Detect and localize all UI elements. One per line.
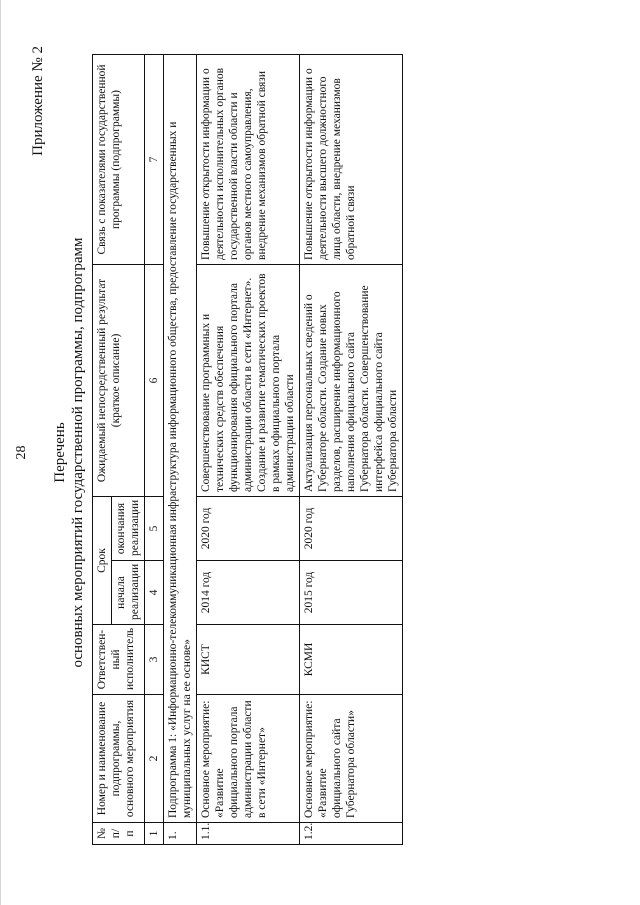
header-row bbox=[93, 54, 112, 844]
row-num: 1.1. bbox=[197, 823, 300, 845]
row-start: 2015 год bbox=[300, 561, 403, 625]
header-start: начала реализации bbox=[112, 561, 145, 625]
row-name: Основное мероприятие: «Развитие официального портала администрации области в сети «Интернет» bbox=[197, 695, 300, 823]
header-name: Номер и наименование подпрограммы, основного мероприятия bbox=[93, 695, 145, 823]
row-result: Совершенствование программных и технических средств обеспечения функционирования официального портала администрации области в сети «Интернет». Создание и развитие тематических проектов в рамках официального портала администрации области bbox=[197, 264, 300, 496]
row-result: Актуализация персональных сведений о Губернаторе области. Создание новых разделов, расширение информационного наполнения официального сайта Губернатора области. Совершенствование интерфейса официального сайта Губернатора области bbox=[300, 264, 403, 496]
table-row bbox=[197, 54, 300, 844]
row-end: 2020 год bbox=[197, 496, 300, 560]
header-num: № п/п bbox=[93, 823, 145, 845]
subprogram-num: 1. bbox=[164, 823, 197, 845]
table-row bbox=[300, 54, 403, 844]
header-link: Связь с показателями государственной программы (подпрограммы) bbox=[93, 54, 145, 264]
row-end: 2020 год bbox=[300, 496, 403, 560]
row-link: Повышение открытости информации о деятельности высшего должностного лица области, внедрение механизмов обратной связи bbox=[300, 54, 403, 264]
col-number: 7 bbox=[145, 54, 164, 264]
col-number: 3 bbox=[145, 625, 164, 695]
appendix-label: Приложение № 2 bbox=[30, 46, 46, 156]
header-term: Срок bbox=[93, 496, 112, 624]
column-numbers-row bbox=[145, 54, 164, 844]
col-number: 1 bbox=[145, 823, 164, 845]
col-number: 2 bbox=[145, 695, 164, 823]
page-number: 28 bbox=[14, 445, 29, 460]
subprogram-title: Подпрограмма 1: «Информационно-телекоммуникационная инфраструктура информационного общества, предоставление государственных и муниципальных услуг на ее основе» bbox=[164, 54, 197, 822]
header-end: окончания реализации bbox=[112, 496, 145, 560]
row-start: 2014 год bbox=[197, 561, 300, 625]
row-executor: КСМИ bbox=[300, 625, 403, 695]
header-result: Ожидаемый непосредственный результат (краткое описание) bbox=[93, 264, 145, 496]
row-num: 1.2. bbox=[300, 823, 403, 845]
col-number: 4 bbox=[145, 561, 164, 625]
col-number: 6 bbox=[145, 264, 164, 496]
subprogram-row bbox=[164, 54, 197, 844]
col-number: 5 bbox=[145, 496, 164, 560]
row-executor: КИСТ bbox=[197, 625, 300, 695]
row-name: Основное мероприятие: «Развитие официального сайта Губернатора области» bbox=[300, 695, 403, 823]
document-title: Перечень bbox=[52, 422, 68, 483]
measures-table bbox=[92, 54, 403, 845]
header-executor: Ответствен-ный исполнитель bbox=[93, 625, 145, 695]
document-subtitle: основных мероприятий государственной программы, подпрограмм bbox=[70, 237, 86, 668]
row-link: Повышение открытости информации о деятельности исполнительных органов государственной власти области и органов местного самоуправления, внедрение механизмов обратной связи bbox=[197, 54, 300, 264]
